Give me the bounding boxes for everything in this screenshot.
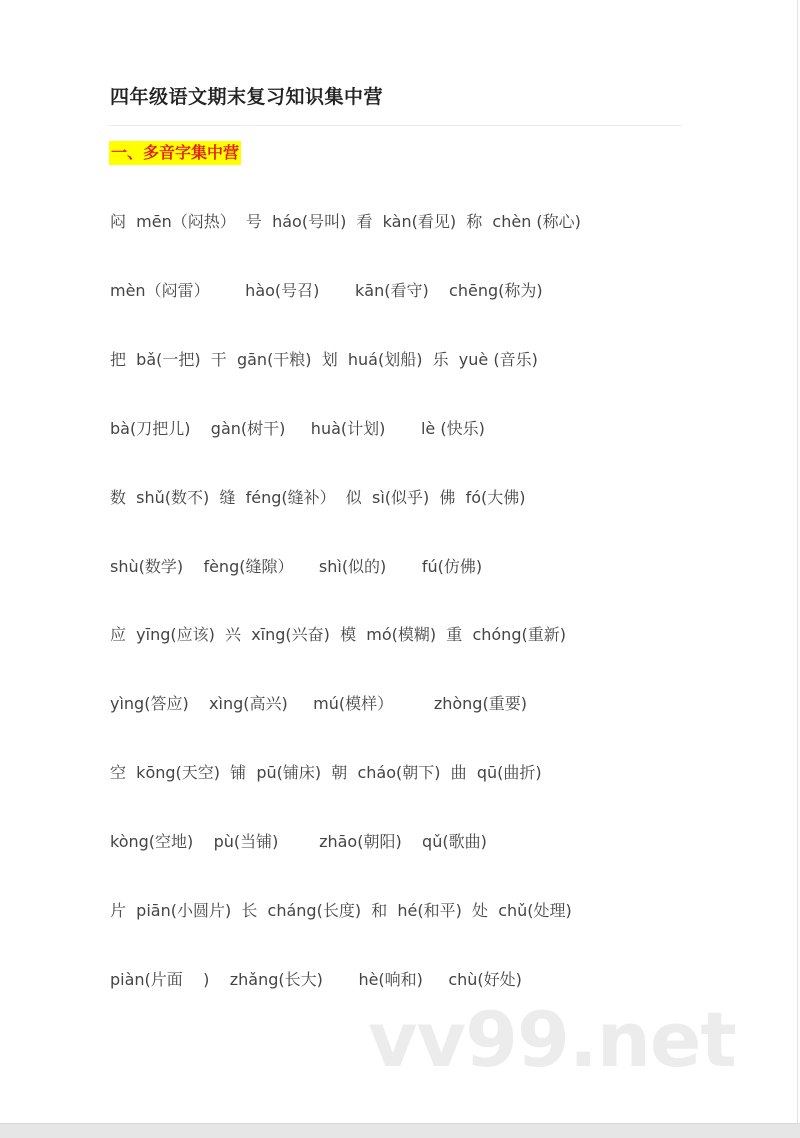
text-line: 把 bǎ(一把) 干 gān(干粮) 划 huá(划船) 乐 yuè (音乐) bbox=[110, 350, 538, 369]
section-heading: 一、多音字集中营 bbox=[109, 141, 241, 165]
title-divider bbox=[108, 125, 682, 126]
page-bottom-edge bbox=[0, 1123, 800, 1138]
text-line: 应 yīng(应该) 兴 xīng(兴奋) 模 mó(模糊) 重 chóng(重新) bbox=[110, 625, 566, 644]
text-line: shù(数学) fèng(缝隙） shì(似的) fú(仿佛) bbox=[110, 557, 483, 576]
text-line: bà(刀把儿) gàn(树干) huà(计划) lè (快乐) bbox=[110, 419, 485, 438]
document-title: 四年级语文期末复习知识集中营 bbox=[110, 86, 384, 108]
text-line: kòng(空地) pù(当铺) zhāo(朝阳) qǔ(歌曲) bbox=[110, 832, 487, 851]
text-line: 片 piān(小圆片) 长 cháng(长度) 和 hé(和平) 处 chǔ(处理) bbox=[110, 901, 572, 920]
watermark: vv99.net bbox=[368, 995, 736, 1084]
text-line: 空 kōng(天空) 铺 pū(铺床) 朝 cháo(朝下) 曲 qū(曲折) bbox=[110, 763, 542, 782]
text-line: 闷 mēn（闷热） 号 háo(号叫) 看 kàn(看见) 称 chèn (称心) bbox=[110, 212, 581, 231]
text-line: yìng(答应) xìng(高兴) mú(模样） zhòng(重要) bbox=[110, 694, 527, 713]
text-line: piàn(片面 ) zhǎng(长大) hè(响和) chù(好处) bbox=[110, 970, 522, 989]
text-line: mèn（闷雷） hào(号召) kān(看守) chēng(称为) bbox=[110, 281, 543, 300]
text-line: 数 shǔ(数不) 缝 féng(缝补） 似 sì(似乎) 佛 fó(大佛) bbox=[110, 488, 526, 507]
